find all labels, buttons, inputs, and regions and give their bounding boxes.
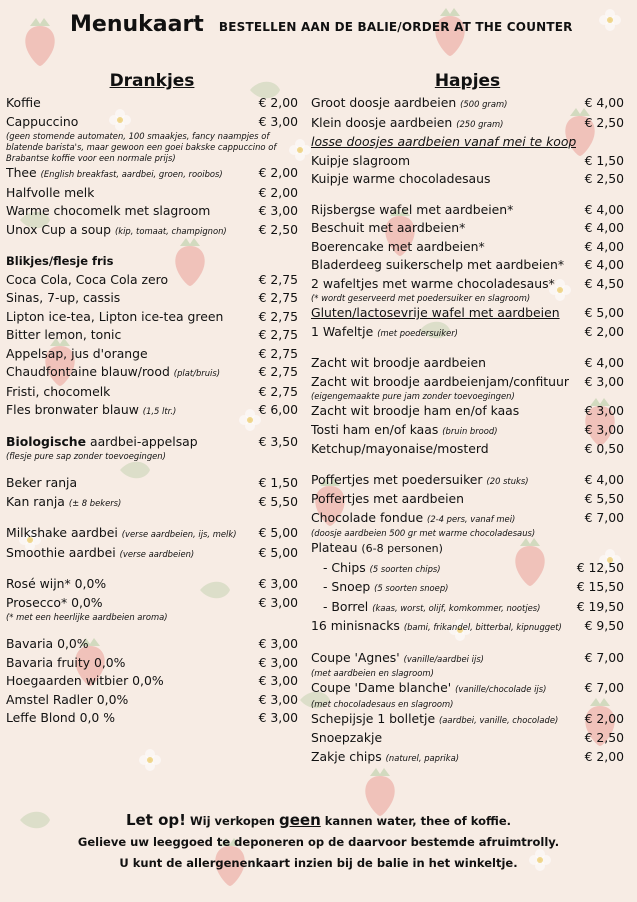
menu-item-name xyxy=(6,544,194,564)
menu-item-name xyxy=(6,308,223,327)
menu-item-label: 16 minisnacks xyxy=(311,618,400,633)
menu-item-price: € 4,00 xyxy=(584,201,624,217)
menu-item xyxy=(6,493,298,513)
menu-item-name xyxy=(6,202,210,221)
menu-item-name xyxy=(6,433,198,452)
section-gap xyxy=(6,563,298,575)
menu-item-price: € 2,00 xyxy=(258,184,298,200)
menu-item-price: € 7,00 xyxy=(584,680,624,695)
menu-item xyxy=(6,691,298,710)
menu-item-name xyxy=(311,354,486,373)
menu-item-name xyxy=(6,94,41,113)
menu-item-name xyxy=(311,373,569,392)
menu-item-price: € 2,75 xyxy=(258,364,298,379)
menu-item xyxy=(6,164,298,184)
menu-item xyxy=(6,308,298,327)
menu-item-detail: (verse aardbeien, ijs, melk) xyxy=(121,529,237,539)
menu-item-label: Poffertjes met poedersuiker xyxy=(311,471,483,487)
menu-item-price: € 3,00 xyxy=(584,421,624,437)
menu-item xyxy=(6,594,298,613)
menu-item-price: € 4,00 xyxy=(584,355,624,370)
menu-item-label: Halfvolle melk xyxy=(6,184,95,200)
menu-item xyxy=(311,94,624,114)
menu-item-price: € 3,00 xyxy=(258,654,298,670)
menu-note: (* met een heerlijke aardbeien aroma) xyxy=(6,612,168,622)
menu-item-name xyxy=(311,710,558,730)
menu-item-price: € 3,00 xyxy=(258,710,298,725)
menu-item-name xyxy=(311,490,464,509)
menu-item-detail: (naturel, paprika) xyxy=(385,752,459,763)
menu-note: (doosje aardbeien 500 gr met warme chocoladesaus) xyxy=(311,528,536,538)
menu-note: (met chocoladesaus en slagroom) xyxy=(311,698,454,709)
menu-item-name xyxy=(311,219,465,238)
menu-item-label: Tosti ham en/of kaas xyxy=(311,421,439,437)
menu-item xyxy=(6,271,298,290)
menu-item-detail: (500 gram) xyxy=(460,99,508,109)
menu-item-label: Blikjes/flesje fris xyxy=(6,254,114,268)
menu-item-label: Beker ranja xyxy=(6,475,78,490)
menu-item-name xyxy=(6,289,120,308)
menu-item-price: € 3,00 xyxy=(258,673,298,688)
menu-item-label: Cappuccino xyxy=(6,113,79,129)
menu-item-detail: (bami, frikandel, bitterbal, kipnugget) xyxy=(403,622,562,632)
menu-item xyxy=(6,252,298,271)
menu-item-name xyxy=(311,471,529,491)
menu-item xyxy=(6,654,298,673)
menu-item-price: € 2,00 xyxy=(584,710,624,726)
menu-item xyxy=(6,544,298,564)
menu-item xyxy=(6,202,298,221)
menu-item-label: Kuipje warme chocoladesaus xyxy=(311,171,491,186)
menu-item-label: Kuipje slagroom xyxy=(311,152,411,168)
menu-item xyxy=(311,170,624,189)
menu-note: (geen stomende automaten, 100 smaakjes, fancy naampjes of xyxy=(6,131,270,141)
drinks-list xyxy=(6,94,298,728)
menu-item-name xyxy=(311,539,443,559)
menu-item-name xyxy=(6,709,115,728)
menu-item-label: Zakje chips xyxy=(311,748,382,764)
menu-item-price: € 4,00 xyxy=(584,238,624,254)
menu-item-name xyxy=(311,402,519,421)
menu-item-name xyxy=(311,729,382,748)
menu-item xyxy=(311,578,624,598)
menu-item xyxy=(6,401,298,421)
menu-item-name xyxy=(311,152,410,171)
menu-item xyxy=(311,133,624,152)
menu-item-detail: (English breakfast, aardbei, groen, rooibos) xyxy=(40,169,223,179)
menu-item-detail: (kaas, worst, olijf, komkommer, nootjes) xyxy=(372,602,541,613)
menu-item-name xyxy=(323,598,540,618)
menu-item-name xyxy=(323,578,448,598)
menu-item xyxy=(311,649,624,669)
menu-item-label: Biologische xyxy=(6,433,87,449)
drinks-heading: Drankjes xyxy=(109,71,195,91)
menu-item-price: € 4,00 xyxy=(584,220,624,235)
menu-item-name xyxy=(6,493,121,513)
menu-item-detail: (6-8 personen) xyxy=(361,542,443,555)
menu-item-label: losse doosjes aardbeien vanaf mei te koop xyxy=(311,134,577,149)
menu-item xyxy=(6,113,298,132)
menu-title: Menukaart xyxy=(70,12,204,37)
menu-item-price: € 5,00 xyxy=(258,544,298,560)
menu-item-label: Coupe 'Dame blanche' xyxy=(311,680,452,695)
menu-item-detail: (20 stuks) xyxy=(486,475,529,486)
menu-item-label: Fristi, chocomelk xyxy=(6,383,111,399)
menu-item-price: € 2,75 xyxy=(258,308,298,324)
menu-item-price: € 2,00 xyxy=(584,323,624,339)
menu-item-price: € 1,50 xyxy=(258,475,298,490)
menu-item-label: Zacht wit broodje aardbeienjam/confituur xyxy=(311,373,569,389)
menu-note: blatende barista's, maar gewoon een goei bakske cappuccino of xyxy=(6,142,277,152)
menu-item-price: € 5,00 xyxy=(258,525,298,540)
menu-item xyxy=(6,326,298,345)
menu-item-name xyxy=(6,401,176,421)
menu-note: (eigengemaakte pure jam zonder toevoegingen) xyxy=(311,391,515,401)
menu-item-name xyxy=(6,474,77,493)
menu-item-label: Lipton ice-tea, Lipton ice-tea green xyxy=(6,308,224,324)
menu-item-price: € 2,75 xyxy=(258,327,298,342)
menu-item xyxy=(6,474,298,493)
menu-item-label: Beschuit met aardbeien* xyxy=(311,220,466,235)
menu-item-price: € 2,50 xyxy=(584,730,624,745)
menu-item xyxy=(311,421,624,441)
menu-item-price: € 5,50 xyxy=(584,491,624,506)
menu-item-name xyxy=(311,275,555,294)
menu-item xyxy=(311,471,624,491)
menu-item-name xyxy=(6,326,121,345)
menu-item-name xyxy=(311,679,546,699)
menu-item-name xyxy=(6,363,220,383)
menu-item xyxy=(311,201,624,220)
menu-item xyxy=(311,490,624,509)
snacks-list xyxy=(311,94,624,767)
menu-item-label: Prosecco* 0,0% xyxy=(6,594,103,610)
menu-item-detail: (2-4 pers, vanaf mei) xyxy=(427,513,516,524)
menu-item-label: Thee xyxy=(6,165,37,180)
menu-note: (* wordt geserveerd met poedersuiker en slagroom) xyxy=(311,293,531,303)
section-gap xyxy=(6,240,298,252)
menu-item-name xyxy=(311,114,503,134)
menu-item-name xyxy=(6,383,110,402)
menu-item-name xyxy=(6,524,236,544)
menu-item-price: € 2,75 xyxy=(258,271,298,287)
section-gap xyxy=(6,512,298,524)
menu-item-name xyxy=(6,635,89,654)
menu-note: (met aardbeien en slagroom) xyxy=(311,668,434,678)
menu-item xyxy=(6,383,298,402)
menu-item-price: € 2,50 xyxy=(584,114,624,130)
menu-item-label: Coupe 'Agnes' xyxy=(311,649,400,665)
menu-item xyxy=(311,373,624,392)
menu-item-label: Snoepzakje xyxy=(311,730,383,745)
menu-item-label: Ketchup/mayonaise/mosterd xyxy=(311,441,489,456)
menu-item-label: 1 Wafeltje xyxy=(311,323,374,339)
menu-item-price: € 2,75 xyxy=(258,290,298,305)
menu-item-price: € 3,00 xyxy=(258,203,298,218)
menu-item xyxy=(6,575,298,594)
menu-item-price: € 6,00 xyxy=(258,402,298,417)
menu-item-name xyxy=(311,649,484,669)
menu-item-label: Amstel Radler 0,0% xyxy=(6,691,129,707)
menu-item-name xyxy=(311,617,562,637)
menu-item xyxy=(6,672,298,691)
menu-item-label: Bavaria fruity 0,0% xyxy=(6,654,126,670)
menu-item-detail: (5 soorten chips) xyxy=(369,563,441,574)
menu-item-label: Hoegaarden witbier 0,0% xyxy=(6,673,164,688)
menu-item-price: € 1,50 xyxy=(584,152,624,168)
menu-item-name xyxy=(6,184,94,203)
menu-item-name xyxy=(311,440,489,459)
menu-item-name xyxy=(311,238,485,257)
menu-item-name xyxy=(311,170,490,189)
menu-item-name xyxy=(6,252,113,271)
menu-item xyxy=(311,219,624,238)
menu-item-label: Klein doosje aardbeien xyxy=(311,114,453,130)
menu-item-name xyxy=(6,672,164,691)
menu-item-name xyxy=(311,509,515,529)
section-gap xyxy=(6,623,298,635)
menu-item-label: Bitter lemon, tonic xyxy=(6,327,122,342)
menu-item-detail: (vanille/chocolade ijs) xyxy=(455,684,547,694)
menu-item-price: € 4,50 xyxy=(584,275,624,291)
menu-item-price: € 12,50 xyxy=(576,559,624,575)
menu-item-label: Zacht wit broodje aardbeien xyxy=(311,355,486,370)
menu-item-detail: (plat/bruis) xyxy=(173,368,220,378)
menu-item-name xyxy=(311,201,513,220)
menu-item-label: Boerencake met aardbeien* xyxy=(311,238,485,254)
menu-item-price: € 2,00 xyxy=(258,165,298,180)
menu-item-price: € 2,75 xyxy=(258,345,298,361)
menu-item xyxy=(6,221,298,241)
menu-item xyxy=(6,289,298,308)
menu-item-price: € 4,00 xyxy=(584,257,624,272)
footer-line1a: Wij verkopen xyxy=(189,814,275,828)
menu-item xyxy=(311,152,624,171)
menu-item xyxy=(311,304,624,323)
menu-item xyxy=(311,559,624,579)
footer-letop: Let op! xyxy=(125,811,186,829)
menu-item-price: € 3,00 xyxy=(584,403,624,418)
footer-line2: Gelieve uw leeggoed te deponeren op de daarvoor bestemde afruimtrolly. xyxy=(77,835,560,849)
menu-item-price: € 2,50 xyxy=(258,221,298,237)
menu-item-label: Chaudfontaine blauw/rood xyxy=(6,364,170,379)
menu-item xyxy=(311,256,624,275)
menu-item-label: Appelsap, jus d'orange xyxy=(6,345,148,361)
menu-item-detail: (vanille/aardbei ijs) xyxy=(403,653,484,664)
menu-item-price: € 3,00 xyxy=(258,113,298,129)
menu-item-name xyxy=(6,221,227,241)
menu-item-price: € 0,50 xyxy=(584,441,624,456)
menu-item-detail: (kip, tomaat, champignon) xyxy=(114,225,227,236)
menu-item xyxy=(311,710,624,730)
footer-line3: U kunt de allergenenkaart inzien bij de balie in het winkeltje. xyxy=(119,856,518,870)
menu-item-name xyxy=(6,691,128,710)
menu-item-price: € 4,00 xyxy=(584,95,624,110)
menu-item-price: € 3,50 xyxy=(258,433,298,449)
menu-item-label: Gluten/lactosevrije wafel met aardbeien xyxy=(311,305,560,320)
menu-item-price: € 3,00 xyxy=(258,636,298,651)
snacks-column xyxy=(311,68,624,767)
menu-item-price: € 2,75 xyxy=(258,383,298,399)
menu-item xyxy=(311,748,624,768)
section-gap xyxy=(6,421,298,433)
menu-item-name xyxy=(311,304,560,323)
menu-item-name xyxy=(311,133,576,152)
menu-item-detail: (met poedersuiker) xyxy=(377,327,458,338)
section-gap xyxy=(6,462,298,474)
menu-item xyxy=(311,539,624,559)
menu-item xyxy=(311,598,624,618)
menu-item-label: - Borrel xyxy=(323,598,369,614)
menu-item-detail: (1,5 ltr.) xyxy=(142,406,177,416)
menu-item-price: € 5,00 xyxy=(584,305,624,320)
menu-item-label: Coca Cola, Coca Cola zero xyxy=(6,271,169,287)
menu-item-name xyxy=(311,256,564,275)
menu-item-name xyxy=(311,94,507,114)
menu-item-label: Bladerdeeg suikerschelp met aardbeien* xyxy=(311,257,565,272)
menu-item-price: € 3,00 xyxy=(584,373,624,389)
menu-item-name xyxy=(6,271,168,290)
menu-item xyxy=(311,354,624,373)
snacks-heading: Hapjes xyxy=(434,71,501,91)
menu-header xyxy=(70,12,573,37)
menu-item-label: Milkshake aardbei xyxy=(6,525,118,540)
menu-item-label: Chocolade fondue xyxy=(311,509,424,525)
menu-item-label: Warme chocomelk met slagroom xyxy=(6,203,211,218)
menu-item-label: - Chips xyxy=(323,559,366,575)
menu-item-label: Leffe Blond 0,0 % xyxy=(6,710,116,725)
menu-item-label: Fles bronwater blauw xyxy=(6,402,139,417)
menu-item-label: Sinas, 7-up, cassis xyxy=(6,290,121,305)
section-gap xyxy=(311,189,624,201)
menu-item xyxy=(6,94,298,113)
menu-item-name xyxy=(6,575,106,594)
menu-item-label: - Snoep xyxy=(323,579,371,594)
order-instruction: BESTELLEN AAN DE BALIE/ORDER AT THE COUNTER xyxy=(218,20,573,34)
menu-item-label: Smoothie aardbei xyxy=(6,544,116,560)
menu-item-name xyxy=(311,421,498,441)
menu-note: Brabantse koffie voor een normale prijs) xyxy=(6,153,176,163)
menu-item xyxy=(6,345,298,364)
menu-item-name xyxy=(311,748,459,768)
menu-item-label: Kan ranja xyxy=(6,493,65,509)
menu-item-label: 2 wafeltjes met warme chocoladesaus* xyxy=(311,275,555,291)
menu-item-detail: (bruin brood) xyxy=(442,425,498,436)
menu-item-label: Plateau xyxy=(311,540,358,555)
menu-item-label: Bavaria 0,0% xyxy=(6,636,89,651)
section-gap xyxy=(311,459,624,471)
menu-item xyxy=(6,184,298,203)
footer-geen: geen xyxy=(279,811,321,829)
menu-item-label: Schepijsje 1 bolletje xyxy=(311,710,436,726)
menu-item xyxy=(6,635,298,654)
menu-item-label: Rosé wijn* 0,0% xyxy=(6,576,107,591)
menu-item-name xyxy=(6,113,78,132)
menu-item-detail: (verse aardbeien) xyxy=(119,548,195,559)
menu-item-price: € 5,50 xyxy=(258,493,298,509)
menu-item xyxy=(6,524,298,544)
menu-item xyxy=(6,709,298,728)
menu-item xyxy=(311,114,624,134)
footer-line1b: kannen water, thee of koffie. xyxy=(324,814,512,828)
menu-item-price: € 4,00 xyxy=(584,471,624,487)
menu-item-label: Koffie xyxy=(6,95,41,110)
menu-item xyxy=(311,440,624,459)
menu-item xyxy=(311,323,624,343)
menu-item xyxy=(311,402,624,421)
menu-item-price: € 3,00 xyxy=(258,691,298,707)
menu-item xyxy=(311,617,624,637)
menu-item-price: € 2,50 xyxy=(584,171,624,186)
menu-item xyxy=(6,363,298,383)
menu-item-detail: (250 gram) xyxy=(456,118,504,129)
section-gap xyxy=(311,637,624,649)
menu-item-label-rest: aardbei-appelsap xyxy=(89,433,198,449)
menu-item-label: Rijsbergse wafel met aardbeien* xyxy=(311,201,514,217)
menu-item-label: Groot doosje aardbeien xyxy=(311,95,457,110)
menu-item xyxy=(311,679,624,699)
menu-item-detail: (± 8 bekers) xyxy=(68,497,122,508)
menu-item-name xyxy=(311,323,458,343)
menu-item xyxy=(311,238,624,257)
menu-item-detail: (5 soorten snoep) xyxy=(374,583,449,593)
section-gap xyxy=(311,342,624,354)
menu-item-name xyxy=(323,559,441,579)
menu-item-price: € 7,00 xyxy=(584,649,624,665)
menu-item-price: € 2,00 xyxy=(584,748,624,764)
menu-item-name xyxy=(6,345,148,364)
menu-item xyxy=(311,509,624,529)
menu-item-name xyxy=(6,594,103,613)
menu-item xyxy=(6,433,298,452)
menu-note: (flesje pure sap zonder toevoegingen) xyxy=(6,451,166,461)
menu-item-price: € 9,50 xyxy=(584,618,624,633)
footer-notice xyxy=(0,810,637,874)
menu-item-price: € 3,00 xyxy=(258,594,298,610)
menu-item-price: € 19,50 xyxy=(576,598,624,614)
menu-item xyxy=(311,729,624,748)
menu-item-label: Zacht wit broodje ham en/of kaas xyxy=(311,403,520,418)
menu-item-name xyxy=(6,164,223,184)
menu-item-price: € 2,00 xyxy=(258,95,298,110)
menu-item-price: € 15,50 xyxy=(576,579,624,594)
menu-item-price: € 3,00 xyxy=(258,576,298,591)
menu-item xyxy=(311,275,624,294)
menu-item-detail: (aardbei, vanille, chocolade) xyxy=(439,714,559,725)
menu-item-label: Unox Cup a soup xyxy=(6,221,111,237)
menu-item-price: € 7,00 xyxy=(584,509,624,525)
menu-item-name xyxy=(6,654,125,673)
menu-item-label: Poffertjes met aardbeien xyxy=(311,491,465,506)
drinks-column xyxy=(6,68,298,728)
